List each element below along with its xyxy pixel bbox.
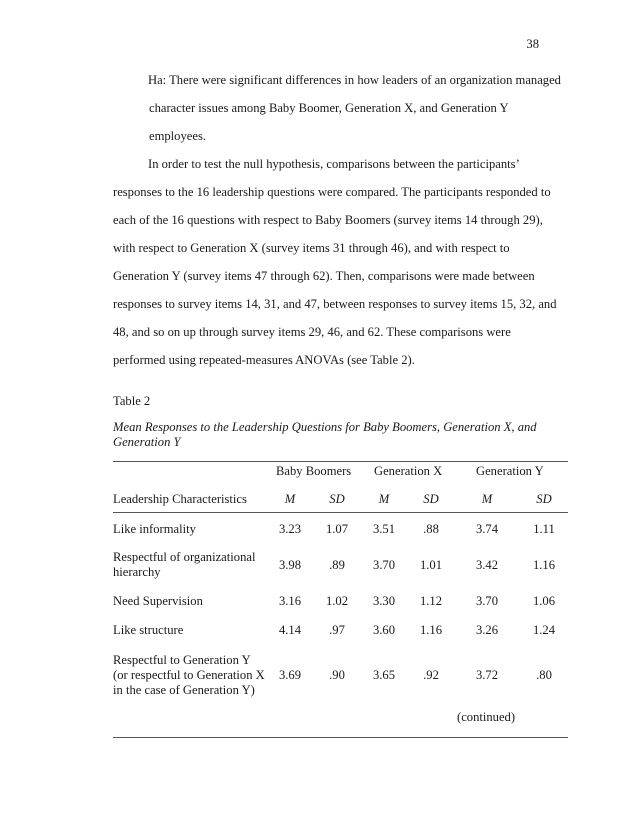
table-cell: 3.16 [278,594,302,608]
group-header-generation-x: Generation X [374,464,443,478]
row-label-line: Respectful of organizational [113,550,256,564]
table-cell: .92 [423,668,439,682]
table-label: Table 2 [113,394,151,408]
table-cell: .97 [329,623,345,637]
row-label-line: Like informality [113,522,196,536]
table-row-label [113,653,265,698]
table-bottom-rule [113,737,568,738]
caption-line: Generation Y [113,435,181,449]
row-label-line: in the case of Generation Y) [113,683,255,697]
table-top-rule [113,461,568,462]
stat-header: M [481,492,493,506]
text-line: each of the 16 questions with respect to Baby Boomers (survey items 14 through 29), [113,213,543,227]
table-cell: 3.60 [372,623,396,637]
text-line: responses to the 16 leadership questions were compared. The participants responded to [113,185,551,199]
stat-header: SD [329,492,345,506]
text-line: responses to survey items 14, 31, and 47, between responses to survey items 15, 32, and [113,297,557,311]
table-cell: .89 [329,558,345,572]
table-cell: 1.16 [419,623,443,637]
stat-header: M [284,492,296,506]
table-cell: .80 [536,668,552,682]
row-label-line: hierarchy [113,565,161,579]
text-line: with respect to Generation X (survey items 31 through 46), and with respect to [113,241,510,255]
text-line: 48, and so on up through survey items 29, 46, and 62. These comparisons were [113,325,511,339]
row-label-line: Respectful to Generation Y [113,653,251,667]
table-cell: 3.42 [475,558,499,572]
table-cell: 3.74 [475,522,499,536]
table-cell: 3.65 [372,668,396,682]
table-row-label [113,550,255,580]
table-cell: .88 [423,522,439,536]
table-cell: 4.14 [278,623,302,637]
table-cell: 3.72 [475,668,499,682]
group-header-generation-y: Generation Y [476,464,544,478]
table-cell: 3.69 [278,668,302,682]
text-line: performed using repeated-measures ANOVAs (see Table 2). [113,353,415,367]
table-cell: .90 [329,668,345,682]
table-cell: 1.24 [532,623,556,637]
continued-note: (continued) [457,710,516,724]
page-number: 38 [526,37,539,51]
table-caption [113,420,553,450]
text-line: employees. [149,129,207,143]
table-cell: 3.30 [372,594,396,608]
table-cell: 1.11 [533,522,555,536]
stat-header: SD [423,492,439,506]
table-cell: 3.23 [278,522,302,536]
text-line: Generation Y (survey items 47 through 62). Then, comparisons were made between [113,269,535,283]
group-header-baby-boomers: Baby Boomers [276,464,352,478]
table-cell: 1.06 [532,594,556,608]
body-paragraph [113,150,557,374]
text-line: In order to test the null hypothesis, comparisons between the participants’ [148,157,520,171]
table-cell: 3.26 [475,623,499,637]
caption-line: Mean Responses to the Leadership Questions for Baby Boomers, Generation X, and [113,420,537,434]
table-row-label [113,594,203,609]
hypothesis-paragraph [113,66,561,150]
stub-header: Leadership Characteristics [113,492,247,506]
table-cell: 3.51 [372,522,396,536]
table-cell: 3.70 [475,594,499,608]
table-cell: 3.70 [372,558,396,572]
table-cell: 1.16 [532,558,556,572]
row-label-line: Like structure [113,623,184,637]
table-cell: 1.01 [419,558,443,572]
stat-header: M [378,492,390,506]
table-cell: 3.98 [278,558,302,572]
row-label-line: (or respectful to Generation X [113,668,265,682]
text-line: Ha: There were significant differences in how leaders of an organization managed [148,73,561,87]
table-cell: 1.12 [419,594,443,608]
table-row-label [113,522,196,537]
table-row-label [113,623,183,638]
row-label-line: Need Supervision [113,594,203,608]
text-line: character issues among Baby Boomer, Generation X, and Generation Y [149,101,509,115]
table-cell: 1.02 [325,594,349,608]
table-cell: 1.07 [325,522,349,536]
table-header-rule [113,512,568,513]
stat-header: SD [536,492,552,506]
